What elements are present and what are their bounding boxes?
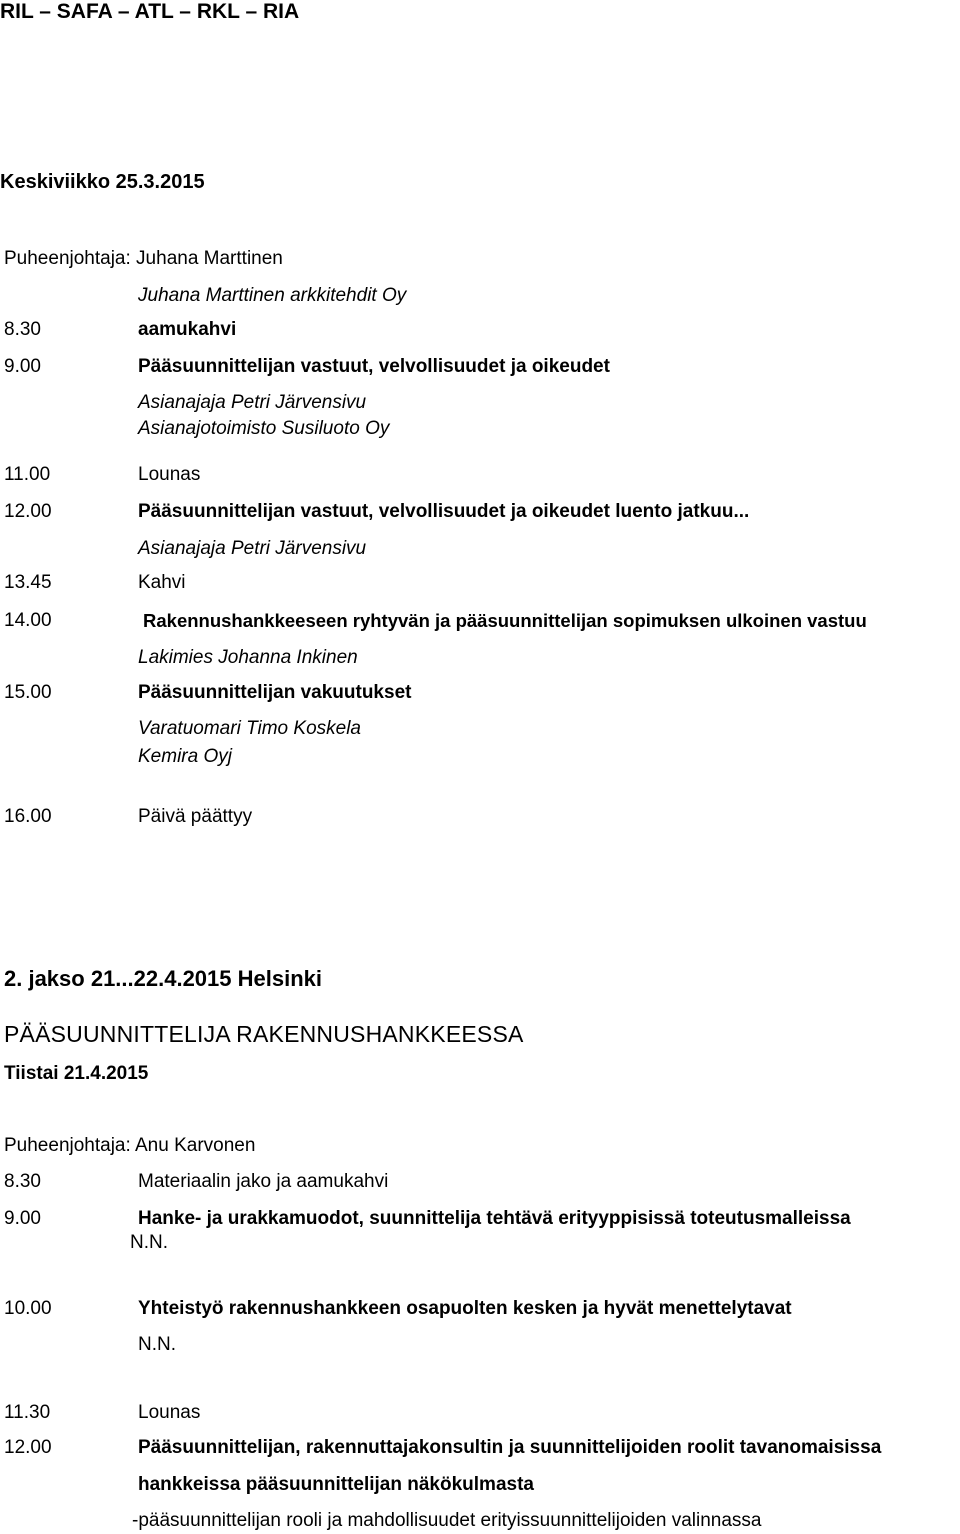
agenda-speaker: Lakimies Johanna Inkinen — [138, 647, 358, 668]
course-title: PÄÄSUUNNITTELIJA RAKENNUSHANKKEESSA — [4, 1021, 524, 1047]
agenda-title: Kahvi — [138, 572, 186, 593]
day1-date: Keskiviikko 25.3.2015 — [0, 171, 205, 193]
agenda-time: 10.00 — [4, 1298, 52, 1319]
agenda-title: Yhteistyö rakennushankkeen osapuolten kesken ja hyvät menettelytavat — [138, 1298, 792, 1319]
agenda-time: 8.30 — [4, 319, 41, 340]
agenda-title: Päivä päättyy — [138, 806, 253, 827]
agenda-time: 8.30 — [4, 1171, 41, 1192]
agenda-time: 9.00 — [4, 356, 41, 377]
agenda-speaker: N.N. — [130, 1232, 168, 1253]
agenda-speaker: Asianajaja Petri Järvensivu — [138, 392, 367, 413]
agenda-time: 15.00 — [4, 682, 52, 703]
period-heading: 2. jakso 21...22.4.2015 Helsinki — [4, 966, 322, 991]
agenda-time: 14.00 — [4, 610, 52, 631]
agenda-title: Hanke- ja urakkamuodot, suunnittelija tehtävä erityyppisissä toteutusmalleissa — [138, 1208, 851, 1229]
agenda-title: Materiaalin jako ja aamukahvi — [138, 1171, 389, 1192]
agenda-title: Rakennushankkeeseen ryhtyvän ja pääsuunnittelijan sopimuksen ulkoinen vastuu — [143, 610, 867, 631]
agenda-time: 11.30 — [4, 1402, 51, 1423]
agenda-time: 9.00 — [4, 1208, 41, 1229]
day2-chair: Puheenjohtaja: Anu Karvonen — [4, 1135, 256, 1156]
agenda-time: 16.00 — [4, 806, 52, 827]
agenda-time: 11.00 — [4, 464, 51, 485]
day2-date: Tiistai 21.4.2015 — [4, 1063, 149, 1084]
agenda-title: Pääsuunnittelijan vastuut, velvollisuudet ja oikeudet luento jatkuu... — [138, 501, 750, 522]
agenda-title-continued: hankkeissa pääsuunnittelijan näkökulmasta — [138, 1474, 534, 1495]
agenda-speaker: Asianajaja Petri Järvensivu — [138, 538, 367, 559]
agenda-title: Pääsuunnittelijan vastuut, velvollisuudet ja oikeudet — [138, 356, 610, 377]
agenda-time: 12.00 — [4, 501, 52, 522]
agenda-title: Pääsuunnittelijan vakuutukset — [138, 682, 412, 703]
document-header: RIL – SAFA – ATL – RKL – RIA — [0, 0, 300, 23]
agenda-speaker-org: Kemira Oyj — [138, 746, 232, 767]
agenda-speaker: N.N. — [138, 1334, 176, 1355]
agenda-title: Lounas — [138, 464, 201, 485]
agenda-time: 12.00 — [4, 1437, 52, 1458]
agenda-speaker: Varatuomari Timo Koskela — [138, 718, 361, 739]
agenda-title: Pääsuunnittelijan, rakennuttajakonsultin ja suunnittelijoiden roolit tavanomaisissa — [138, 1437, 882, 1458]
day1-chair-org: Juhana Marttinen arkkitehdit Oy — [138, 285, 407, 306]
agenda-title: Lounas — [138, 1402, 201, 1423]
day1-chair: Puheenjohtaja: Juhana Marttinen — [4, 248, 283, 269]
agenda-speaker-org: Asianajotoimisto Susiluoto Oy — [138, 418, 390, 439]
agenda-note: -pääsuunnittelijan rooli ja mahdollisuudet erityissuunnittelijoiden valinnassa — [132, 1510, 762, 1531]
agenda-title: aamukahvi — [138, 319, 237, 340]
agenda-time: 13.45 — [4, 572, 52, 593]
